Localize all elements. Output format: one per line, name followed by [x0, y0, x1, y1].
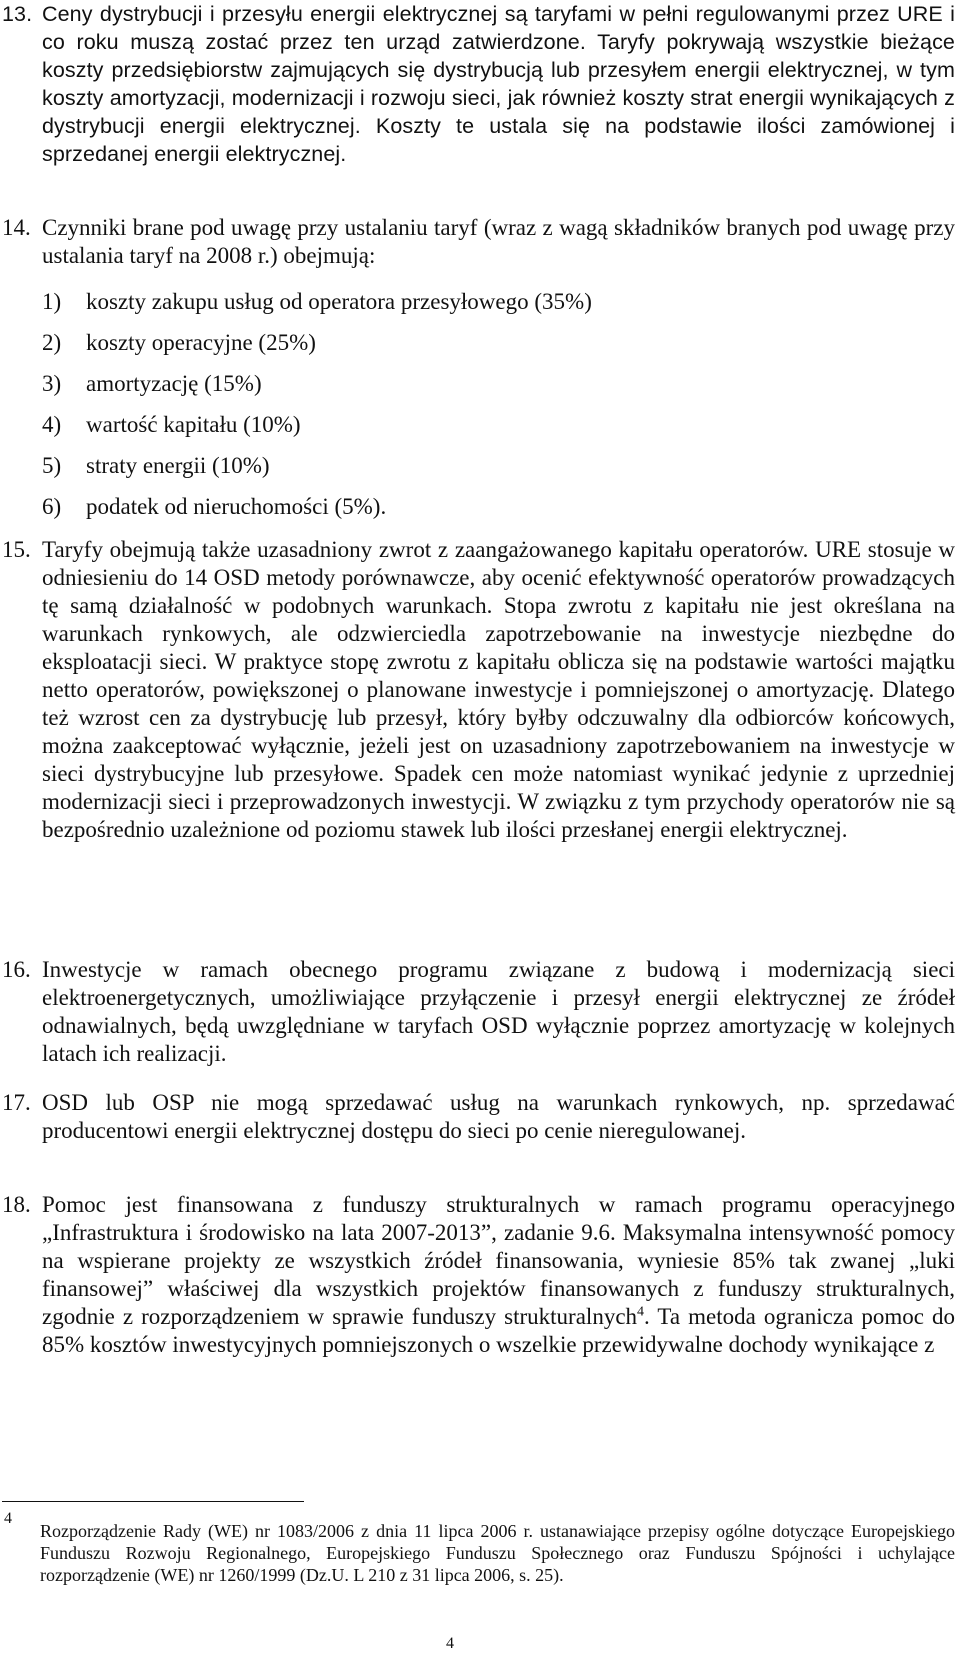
- list-item: [42, 493, 942, 521]
- paragraph-13: [0, 0, 955, 168]
- list-item-number: 5): [42, 453, 62, 478]
- list-item-text: straty energii (10%): [86, 453, 270, 478]
- paragraph-text-part: Pomoc jest finansowana z funduszy strukturalnych w ramach programu operacyjnego „Infrastruktura i środowisko na lata 2007-2013”, zadanie 9.6. Maksymalna intensywność pomocy na wspierane projekty ze wszystkich źródeł finansowania, wyniesie 85% tak zwanej „luki finansowej” właściwej dla wszystkich projektów finansowanych z funduszy strukturalnych, zgodnie z rozporządzeniem w sprawie funduszy strukturalnych: [42, 1192, 955, 1329]
- paragraph-number: 14.: [2, 215, 31, 240]
- paragraph-18: [0, 1191, 955, 1359]
- list-item: [42, 329, 942, 357]
- list-item-number: 2): [42, 330, 62, 355]
- list-item-text: koszty operacyjne (25%): [86, 330, 316, 355]
- list-item-text: podatek od nieruchomości (5%).: [86, 494, 387, 519]
- footnote-marker: 4: [4, 1510, 12, 1527]
- paragraph-text: OSD lub OSP nie mogą sprzedawać usług na warunkach rynkowych, np. sprzedawać producentowi energii elektrycznej dostępu do sieci po cenie nieregulowanej.: [42, 1090, 955, 1143]
- list-item: [42, 411, 942, 439]
- list-item-text: wartość kapitału (10%): [86, 412, 301, 437]
- footnote-reference[interactable]: 4: [637, 1304, 645, 1320]
- footnote-divider: [2, 1501, 304, 1502]
- list-item: [42, 452, 942, 480]
- list-item-number: 6): [42, 494, 62, 519]
- footnote-text: Rozporządzenie Rady (WE) nr 1083/2006 z dnia 11 lipca 2006 r. ustanawiające przepisy ogólne dotyczące Europejskiego Funduszu Rozwoju Regionalnego, Europejskiego Funduszu Społecznego oraz Funduszu Spójności i uchylające rozporządzenie (WE) nr 1260/1999 (Dz.U. L 210 z 31 lipca 2006, s. 25).: [40, 1521, 955, 1585]
- paragraph-text: Czynniki brane pod uwagę przy ustalaniu taryf (wraz z wagą składników branych pod uwagę przy ustalania taryf na 2008 r.) obejmują:: [42, 215, 955, 268]
- list-item-text: amortyzację (15%): [86, 371, 262, 396]
- paragraph-number: 16.: [2, 957, 31, 982]
- paragraph-17: [0, 1089, 955, 1145]
- list-item-number: 4): [42, 412, 62, 437]
- paragraph-14: [0, 214, 955, 270]
- paragraph-text-part: . Ta metoda ogranicza pomoc do 85% kosztów inwestycyjnych pomniejszonych o wszelkie przewidywalne dochody wynikające z: [42, 1304, 955, 1357]
- paragraph-number: 17.: [2, 1090, 31, 1115]
- list-item-text: koszty zakupu usług od operatora przesyłowego (35%): [86, 289, 592, 314]
- paragraph-text: [42, 1191, 955, 1359]
- page-number: 4: [446, 1635, 454, 1652]
- paragraph-text: Taryfy obejmują także uzasadniony zwrot z zaangażowanego kapitału operatorów. URE stosuje w odniesieniu do 14 OSD metody porównawcze, aby ocenić efektywność operatorów prowadzących tę samą działalność w podobnych warunkach. Stopa zwrotu z kapitału nie jest określana na warunkach rynkowych, ale odzwierciedla zapotrzebowanie na inwestycje niezbędne do eksploatacji sieci. W praktyce stopę zwrotu z kapitału oblicza się na podstawie wartości majątku netto operatorów, powiększonej o planowane inwestycje i pomniejszonej o amortyzację. Dlatego też wzrost cen za dystrybucję lub przesył, który byłby odczuwalny dla odbiorców końcowych, można zaakceptować wyłącznie, jeżeli jest on uzasadniony zapotrzebowaniem na inwestycje w sieci dystrybucyjne lub przesyłowe. Spadek cen może natomiast wynikać jedynie z uprzedniej modernizacji sieci i przeprowadzonych inwestycji. W związku z tym przychody operatorów nie są bezpośrednio uzależnione od poziomu stawek lub ilości przesłanej energii elektrycznej.: [42, 537, 955, 842]
- list-item-number: 3): [42, 371, 62, 396]
- list-item: [42, 370, 942, 398]
- paragraph-15: [0, 536, 955, 844]
- list-item-number: 1): [42, 289, 62, 314]
- paragraph-number: 15.: [2, 537, 31, 562]
- paragraph-text: Ceny dystrybucji i przesyłu energii elektrycznej są taryfami w pełni regulowanymi przez URE i co roku muszą zostać przez ten urząd zatwierdzone. Taryfy pokrywają wszystkie bieżące koszty przedsiębiorstw zajmujących się dystrybucją lub przesyłem energii elektrycznej, w tym koszty amortyzacji, modernizacji i rozwoju sieci, jak również koszty strat energii wynikających z dystrybucji energii elektrycznej. Koszty te ustala się na podstawie ilości zamówionej i sprzedanej energii elektrycznej.: [42, 2, 955, 166]
- paragraph-text: Inwestycje w ramach obecnego programu związane z budową i modernizacją sieci elektroenergetycznych, umożliwiające przyłączenie i przesył energii elektrycznej ze źródeł odnawialnych, będą uwzględniane w taryfach OSD wyłącznie poprzez amortyzację w kolejnych latach ich realizacji.: [42, 957, 955, 1066]
- paragraph-number: 18.: [2, 1192, 31, 1217]
- paragraph-number: 13.: [2, 2, 33, 26]
- paragraph-16: [0, 956, 955, 1068]
- list-item: [42, 288, 942, 316]
